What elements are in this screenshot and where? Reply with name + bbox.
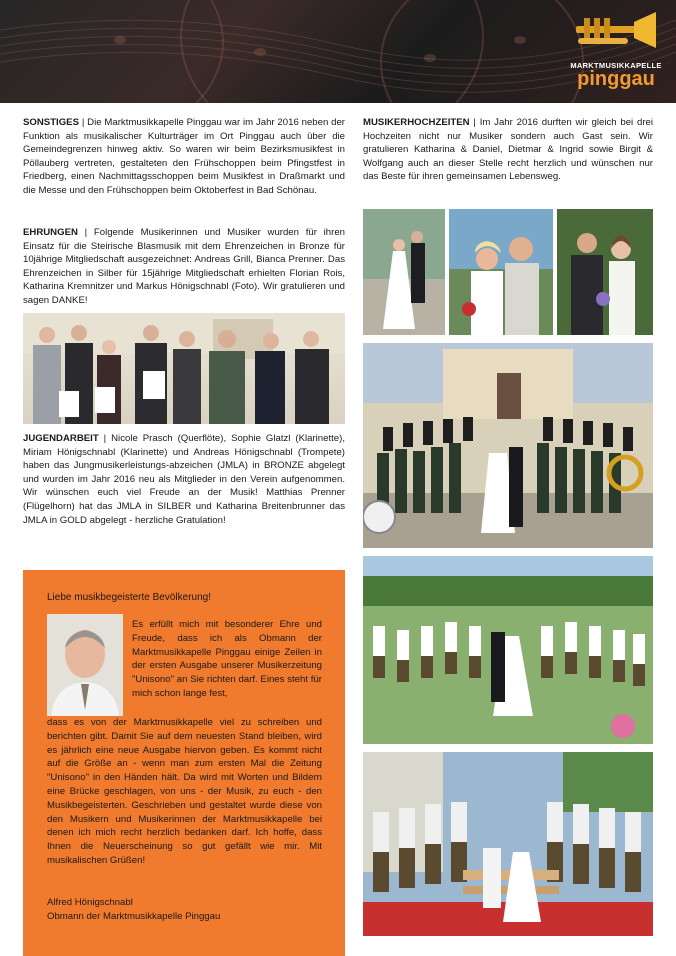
jugendarbeit-heading: JUGENDARBEIT	[23, 433, 99, 444]
letter-paragraph-2: dass es von der Marktmusikkapelle viel zu schreiben und berichten gibt. Damit Sie auf dem neuesten Stand bleiben, wird es jährlich eine neue Ausgabe hiervon geben. Es kommt nicht auf die Größe an - wenn man zum ersten Mal die Zeitung "Unisono" in den Händen hält. Da wird mit Worten und Bildern eine Brücke geschlagen, von uns - der Musik, zu euch - den Musikbegeisterten. Geschrieben und gestaltet wurde diese von den Musikern und Musikerinnen der Marktmusikkapelle bei denen ich mich recht herzlich bedanken darf. Ich hoffe, dass Ihnen die Neuerscheinung so gut gefällt wie mir. Mit musikalischen Grüßen!	[47, 717, 322, 866]
wedding-photo-3	[557, 209, 653, 335]
trumpet-icon	[572, 10, 660, 54]
ehrungen-heading: EHRUNGEN	[23, 227, 78, 238]
band-wedding-photo-2	[363, 556, 653, 744]
letter-box	[23, 570, 345, 956]
letter-paragraph-1: Es erfüllt mich mit besonderer Ehre und Freude, dass ich als Obmann der Marktmusikkapelle Pinggau einige Zeilen in der ersten Ausgabe unserer Musikerzeitung "Unisono" an Sie richten darf. Eines steht für mich schon lange fest,	[132, 619, 322, 699]
logo-big-text: pinggau	[577, 68, 655, 90]
wedding-photo-1	[363, 209, 445, 335]
sonstiges-heading: SONSTIGES	[23, 117, 79, 128]
ehrungen-text: | Folgende Musikerinnen und Musiker wurden für ihren Einsatz für die Steirische Blasmusik mit dem Ehrenzeichen in Bronze für 10jährige Mitgliedschaft ausgezeichnet: Andreas Grill, Bianca Prenner. Das Ehrenzeichen in Silber für 15jährige Mitgliedschaft erhielten Florian Rois, Katharina Kremnitzer und Markus Hönigschnabl (Foto). Wir gratulieren und sagen DANKE!	[23, 227, 345, 306]
band-wedding-photo-3	[363, 752, 653, 936]
letter-greeting: Liebe musikbegeisterte Bevölkerung!	[47, 592, 211, 603]
sonstiges-section	[23, 116, 345, 198]
ehrungen-section	[23, 226, 345, 308]
signature-name: Alfred Hönigschnabl	[47, 897, 133, 908]
header-banner	[0, 0, 676, 103]
portrait-photo	[47, 614, 123, 716]
band-logo	[570, 10, 662, 94]
jugendarbeit-section	[23, 432, 345, 527]
letter-signature	[47, 896, 220, 924]
jugendarbeit-text: | Nicole Prasch (Querflöte), Sophie Glatzl (Klarinette), Miriam Hönigschnabl (Klarinette) und Andreas Hönigschnabl (Trompete) haben das Jungmusikerleistungs-abzeichen (JMLA) in BRONZE abgelegt und wurden im Jahr 2016 neu als Mitglieder in den Verein aufgenommen. Wir wünschen euch viel Freude an der Musik! Matthias Prenner (Flügelhorn) hat das JMLA in SILBER und Katharina Breitenbrunner das JMLA in GOLD abgelegt - herzliche Gratulation!	[23, 433, 345, 526]
hochzeiten-section	[363, 116, 653, 184]
ehrungen-group-photo	[23, 313, 345, 424]
logo-small-text: MARKTMUSIKKAPELLE	[570, 61, 662, 70]
hochzeiten-text: | Im Jahr 2016 durften wir gleich bei drei Hochzeiten nicht nur Musiker sondern auch Gast sein. Wir gratulieren Katharina & Daniel, Dietmar & Ingrid sowie Birgit & Wolfgang auch an dieser Stelle recht herzlich und wünschen nur das Beste für ihren gemeinsamen Lebensweg.	[363, 117, 653, 183]
sonstiges-text: | Die Marktmusikkapelle Pinggau war im Jahr 2016 neben der Funktion als musikalischer Kulturträger im Ort Pinggau auch über die Gemeindegrenzen hinweg aktiv. So waren wir beim Bezirksmusikfest in Pöllauberg vertreten, gestalteten den Frühschoppen beim Pfingstfest in Friedberg, einen Nachmittagsschoppen beim Musikfest in Draßmarkt und die Messe und den Frühschoppen beim Oktoberfest in Bad Schönau.	[23, 117, 345, 196]
signature-title: Obmann der Marktmusikkapelle Pinggau	[47, 910, 221, 922]
wedding-photo-2	[449, 209, 553, 335]
hochzeiten-heading: MUSIKERHOCHZEITEN	[363, 117, 470, 128]
band-wedding-photo-1	[363, 343, 653, 548]
